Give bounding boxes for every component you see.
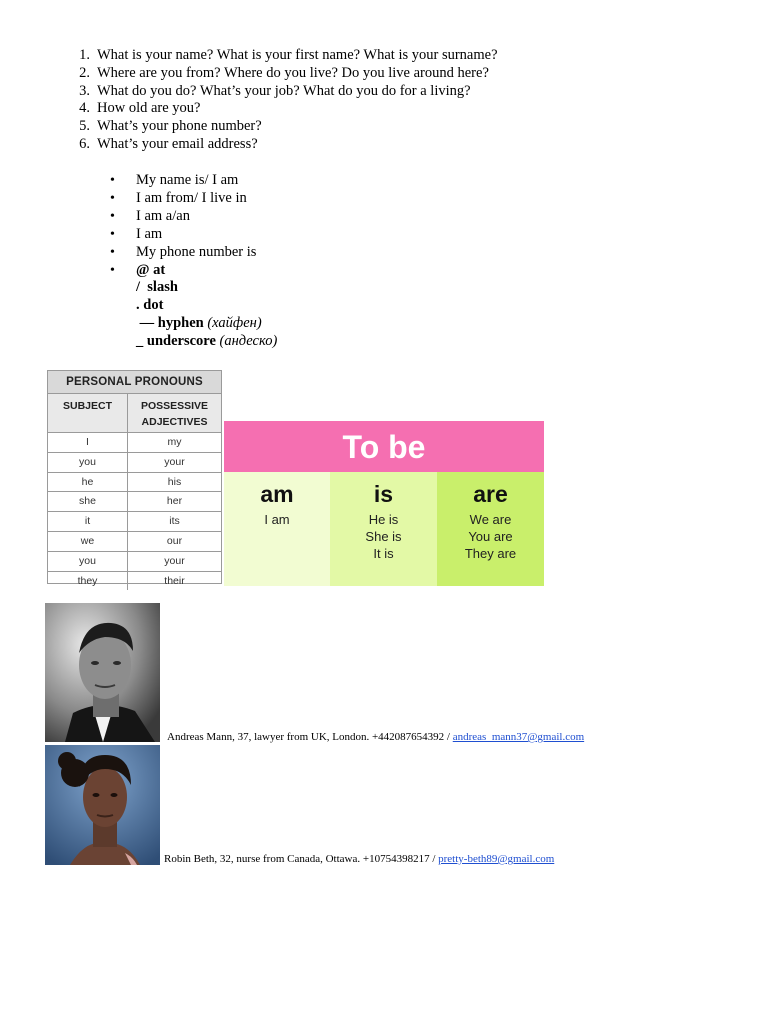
email-link[interactable]: andreas_mann37@gmail.com	[452, 731, 585, 743]
person-caption: Robin Beth, 32, nurse from Canada, Ottawa. +10754398217 / pretty-beth89@gmail.com	[164, 853, 555, 865]
table-row: he his	[48, 473, 221, 493]
bullet-icon: •	[110, 190, 115, 206]
table-row: she her	[48, 492, 221, 512]
bullet-icon: •	[110, 244, 115, 260]
answer-item: • I am	[110, 225, 163, 242]
symbol-hyphen: — hyphen (хайфен)	[136, 315, 262, 332]
email-link[interactable]: pretty-beth89@gmail.com	[438, 853, 555, 865]
symbols-item	[110, 262, 277, 352]
answers-list	[110, 172, 277, 351]
table-row: they their	[48, 572, 221, 591]
symbol-slash: / slash	[136, 279, 178, 296]
symbol-dot: . dot	[136, 297, 164, 314]
pronouns-table-header: SUBJECT POSSESSIVE ADJECTIVES	[48, 394, 221, 433]
symbol-underscore: _ underscore (андеско)	[136, 333, 278, 350]
bullet-icon: •	[110, 226, 115, 242]
pronouns-table	[47, 370, 222, 587]
question-item: 3. What do you do? What’s your job? What do you do for a living?	[79, 82, 471, 99]
symbol-at: @ at	[136, 261, 166, 278]
answer-item: • My name is/ I am	[110, 172, 239, 188]
bullet-icon: •	[110, 208, 115, 224]
to-be-is-column: is He is She is It is	[330, 472, 437, 586]
question-item: 4. How old are you?	[79, 100, 201, 117]
bullet-icon: •	[110, 173, 115, 188]
bullet-icon: •	[110, 262, 115, 278]
question-item: 1. What is your name? What is your first name? What is your surname?	[79, 47, 498, 63]
table-row: you your	[48, 552, 221, 572]
question-item: 2. Where are you from? Where do you live? Do you live around here?	[79, 64, 489, 81]
table-row: it its	[48, 512, 221, 532]
woman-portrait-photo	[45, 745, 160, 865]
to-be-title: To be	[224, 421, 544, 472]
answer-item: • My phone number is	[110, 243, 257, 260]
person-caption: Andreas Mann, 37, lawyer from UK, London. +442087654392 / andreas_mann37@gmail.com	[167, 731, 585, 743]
question-item: 5. What’s your phone number?	[79, 118, 262, 135]
answer-item: • I am from/ I live in	[110, 189, 247, 206]
answer-item: • I am a/an	[110, 207, 190, 224]
table-row: you your	[48, 453, 221, 473]
table-row: we our	[48, 532, 221, 552]
to-be-am-column: am I am	[224, 472, 330, 586]
man-portrait-photo	[45, 603, 160, 742]
question-item: 6. What’s your email address?	[79, 135, 258, 152]
to-be-chart	[224, 421, 544, 586]
questions-list	[60, 47, 498, 154]
table-row: I my	[48, 433, 221, 453]
pronouns-table-title: PERSONAL PRONOUNS	[48, 371, 221, 394]
to-be-are-column: are We are You are They are	[437, 472, 544, 586]
